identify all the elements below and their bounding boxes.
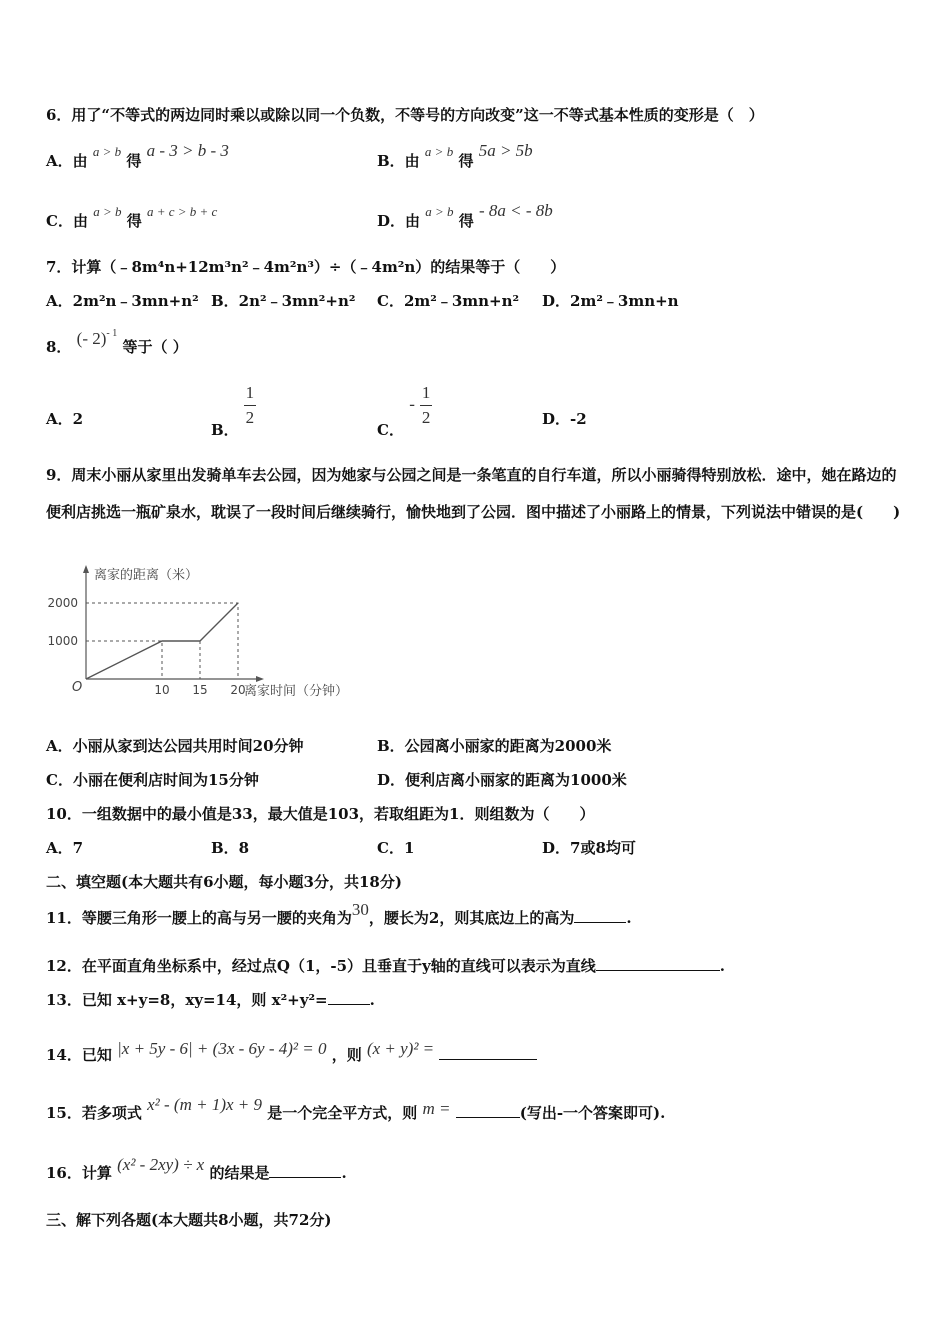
x-tick-label: 10: [154, 683, 170, 697]
q14-expression-2: (x + y)² =: [366, 1039, 435, 1058]
option-de: 得: [458, 212, 474, 230]
negative-sign: -: [409, 394, 415, 414]
q6-stem: 6．用了“不等式的两边同时乘以或除以同一个负数，不等号的方向改变”这一不等式基本性质的变形是（ ）: [46, 106, 764, 124]
q15-mid: 是一个完全平方式，则: [267, 1104, 418, 1122]
y-axis-arrow: [83, 565, 89, 573]
q7-option-a[interactable]: A．2m²n﹣3mn+n²: [46, 292, 199, 310]
x-axis-arrow: [256, 676, 264, 682]
q11-post: ，腰长为2，则其底边上的高为: [368, 909, 575, 927]
option-result: - 8a < - 8b: [479, 201, 553, 220]
q15-answer-blank[interactable]: [456, 1103, 520, 1118]
q13: [46, 989, 375, 1010]
q16-answer-blank[interactable]: [269, 1163, 341, 1178]
q13-text: 13．已知 x+y=8，xy=14，则 x²+y²=: [46, 991, 328, 1009]
q8-option-d[interactable]: D．-2: [542, 410, 587, 428]
q12-text: 12．在平面直角坐标系中，经过点Q（1，-5）且垂直于y轴的直线可以表示为直线: [46, 957, 596, 975]
frac-num: 1: [421, 383, 431, 402]
option-condition: a > b: [92, 144, 122, 159]
option-result: a + c > b + c: [146, 204, 218, 219]
q14-mid: ，则: [331, 1046, 362, 1064]
q6-option-d[interactable]: [377, 201, 553, 231]
q9-option-a[interactable]: A．小丽从家到达公园共用时间20分钟: [46, 737, 304, 755]
q9-option-b[interactable]: B．公园离小丽家的距离为2000米: [377, 737, 612, 755]
frac-bar: [420, 405, 432, 406]
option-de: 得: [126, 212, 142, 230]
frac-num: 1: [245, 383, 255, 402]
q15-expression-2: m =: [422, 1099, 451, 1118]
q7-stem: 7．计算（﹣8m⁴n+12m³n²﹣4m²n³）÷（﹣4m²n）的结果等于（ ）: [46, 258, 566, 276]
q11-end: .: [626, 909, 632, 927]
q7-option-d[interactable]: D．2m²﹣3mn+n: [542, 292, 679, 310]
fraction-half: [420, 383, 432, 428]
q6-option-b[interactable]: [377, 141, 533, 171]
option-de: 得: [458, 152, 474, 170]
q8-option-a[interactable]: A．2: [46, 410, 84, 428]
q14-expression: |x + 5y - 6| + (3x - 6y - 4)² = 0: [117, 1039, 327, 1058]
option-label: C．由: [46, 212, 88, 230]
q8-number: 8．: [46, 338, 72, 356]
x-tick-label: 20: [230, 683, 246, 697]
q14-pre: 14．已知: [46, 1046, 112, 1064]
option-label: C．: [377, 420, 404, 439]
q7-option-b[interactable]: B．2n²﹣3mn²+n²: [211, 292, 356, 310]
q8-option-b[interactable]: [211, 383, 256, 439]
q11: [46, 900, 632, 928]
option-label: A．由: [46, 152, 88, 170]
q12-answer-blank[interactable]: [596, 956, 720, 971]
q15-post: (写出-一个答案即可).: [519, 1104, 666, 1122]
x-tick-label: 15: [192, 683, 208, 697]
option-de: 得: [126, 152, 142, 170]
section-2-heading: 二、填空题(本大题共有6小题，每小题3分，共18分): [46, 873, 402, 891]
q11-pre: 11．等腰三角形一腰上的高与另一腰的夹角为: [46, 909, 352, 927]
q11-answer-blank[interactable]: [574, 908, 626, 923]
q12-end: .: [719, 957, 725, 975]
q10-stem: 10．一组数据中的最小值是33，最大值是103，若取组距为1．则组数为（ ）: [46, 805, 595, 823]
q8-tail: 等于（ ）: [122, 338, 188, 356]
q8-stem: [46, 328, 188, 357]
q11-angle: 30: [351, 900, 369, 919]
q12: [46, 955, 725, 976]
frac-den: 2: [421, 408, 431, 427]
y-tick-label: 1000: [47, 634, 78, 648]
q16-pre: 16．计算: [46, 1164, 112, 1182]
frac-bar: [244, 405, 256, 406]
q6-option-c[interactable]: [46, 204, 218, 231]
distance-time-chart: [40, 565, 400, 705]
q14: [46, 1039, 537, 1065]
q15-pre: 15．若多项式: [46, 1104, 142, 1122]
origin-label: O: [72, 680, 83, 695]
q14-answer-blank[interactable]: [439, 1045, 537, 1060]
q10-option-c[interactable]: C．1: [377, 839, 415, 857]
q10-option-a[interactable]: A．7: [46, 839, 84, 857]
q16-end: .: [341, 1164, 347, 1182]
option-condition: a > b: [425, 204, 454, 219]
option-label: D．由: [377, 212, 421, 230]
q13-answer-blank[interactable]: [328, 990, 370, 1005]
x-axis-label: 离家时间（分钟）: [244, 684, 349, 699]
option-condition: a > b: [93, 204, 122, 219]
q8-expression: (- 2): [76, 329, 107, 348]
q10-option-b[interactable]: B．8: [211, 839, 250, 857]
option-label: B．由: [377, 152, 420, 170]
fraction-half: [244, 383, 256, 428]
q9-stem: 9．周末小丽从家里出发骑单车去公园，因为她家与公园之间是一条笔直的自行车道，所以小丽骑得特别放松．途中，她在路边的便利店挑选一瓶矿泉水，耽误了一段时间后继续骑行，愉快地到了公园．图中描述了小丽路上的情景，下列说法中错误的是( ): [46, 466, 901, 521]
option-result: 5a > 5b: [478, 141, 533, 160]
y-axis-label: 离家的距离（米）: [94, 568, 199, 583]
q10-option-d[interactable]: D．7或8均可: [542, 839, 636, 857]
q16: [46, 1155, 347, 1183]
section-3-heading: 三、解下列各题(本大题共8小题，共72分): [46, 1211, 332, 1229]
q15-expression: x² - (m + 1)x + 9: [147, 1095, 263, 1114]
q8-exponent: - 1: [106, 328, 118, 339]
q15: [46, 1095, 666, 1123]
option-condition: a > b: [424, 144, 454, 159]
q7-option-c[interactable]: C．2m²﹣3mn+n²: [377, 292, 520, 310]
q13-end: .: [369, 991, 375, 1009]
q6-option-a[interactable]: [46, 141, 229, 171]
option-label: B．: [211, 420, 239, 439]
q16-post: 的结果是: [209, 1164, 270, 1182]
q8-option-c[interactable]: [377, 383, 432, 439]
y-tick-label: 2000: [47, 596, 78, 610]
q9-option-c[interactable]: C．小丽在便利店时间为15分钟: [46, 771, 259, 789]
option-result: a - 3 > b - 3: [146, 141, 229, 160]
frac-den: 2: [245, 408, 255, 427]
q16-expression: (x² - 2xy) ÷ x: [117, 1155, 205, 1174]
q9-option-d[interactable]: D．便利店离小丽家的距离为1000米: [377, 771, 627, 789]
